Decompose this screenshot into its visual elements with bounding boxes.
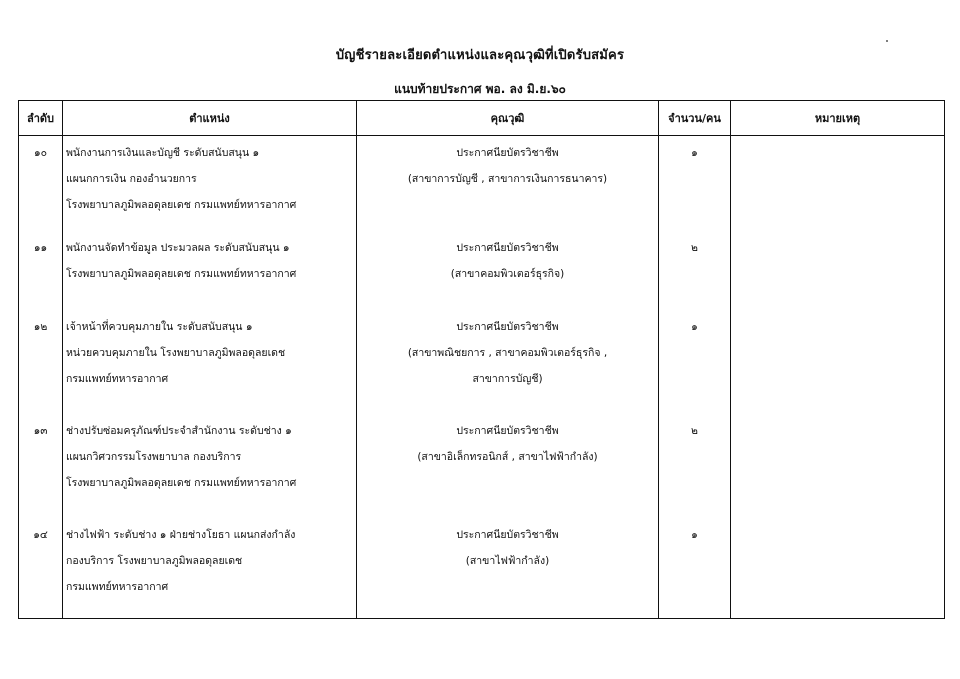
qualification-line: ประกาศนียบัตรวิชาชีพ — [456, 320, 559, 333]
row-qualification — [357, 314, 659, 418]
row-remark — [731, 522, 945, 619]
qualification-line: ประกาศนียบัตรวิชาชีพ — [456, 424, 559, 437]
row-remark — [731, 136, 945, 235]
row-position — [63, 418, 357, 522]
row-position — [63, 314, 357, 418]
table-row — [19, 314, 945, 418]
position-line: เจ้าหน้าที่ควบคุมภายใน ระดับสนับสนุน ๑ — [66, 320, 253, 333]
table-header-row — [19, 101, 945, 136]
position-line: แผนกการเงิน กองอำนวยการ — [66, 173, 197, 185]
row-quantity: ๒ — [659, 418, 731, 522]
position-line: โรงพยาบาลภูมิพลอดุลยเดช กรมแพทย์ทหารอากาศ — [66, 199, 297, 211]
qualification-line: (สาขาคอมพิวเตอร์ธุรกิจ) — [450, 267, 565, 280]
header-quantity: จำนวน/คน — [659, 101, 731, 136]
position-line: โรงพยาบาลภูมิพลอดุลยเดช กรมแพทย์ทหารอากาศ — [66, 267, 297, 280]
row-qualification — [357, 235, 659, 314]
position-line: โรงพยาบาลภูมิพลอดุลยเดช กรมแพทย์ทหารอากาศ — [66, 476, 297, 489]
position-line: ช่างปรับซ่อมครุภัณฑ์ประจำสำนักงาน ระดับช่าง ๑ — [66, 424, 292, 437]
qualification-line: (สาขาอิเล็กทรอนิกส์ , สาขาไฟฟ้ากำลัง) — [417, 450, 598, 463]
row-remark — [731, 314, 945, 418]
position-line: ช่างไฟฟ้า ระดับช่าง ๑ ฝ่ายช่างโยธา แผนกส่งกำลัง — [66, 528, 296, 541]
document-subtitle: แนบท้ายประกาศ พอ. ลง มิ.ย.๖๐ — [394, 82, 566, 96]
row-no: ๑๒ — [19, 314, 63, 418]
document-title: บัญชีรายละเอียดตำแหน่งและคุณวุฒิที่เปิดรับสมัคร — [335, 48, 625, 63]
row-qualification — [357, 136, 659, 235]
header-no: ลำดับ — [19, 101, 63, 136]
row-qualification — [357, 522, 659, 619]
row-remark — [731, 235, 945, 314]
row-position — [63, 136, 357, 235]
position-line: กรมแพทย์ทหารอากาศ — [66, 372, 169, 385]
row-quantity: ๑ — [659, 522, 731, 619]
positions-table — [18, 100, 945, 619]
row-quantity: ๒ — [659, 235, 731, 314]
header-qualification: คุณวุฒิ — [357, 101, 659, 136]
qualification-line: ประกาศนียบัตรวิชาชีพ — [456, 241, 559, 254]
table-row — [19, 418, 945, 522]
qualification-line: สาขาการบัญชี) — [472, 372, 543, 385]
header-position: ตำแหน่ง — [63, 101, 357, 136]
table-row — [19, 136, 945, 235]
position-line: พนักงานจัดทำข้อมูล ประมวลผล ระดับสนับสนุน ๑ — [66, 241, 290, 254]
scan-speck — [886, 40, 888, 42]
qualification-line: (สาขาการบัญชี , สาขาการเงินการธนาคาร) — [407, 173, 608, 185]
row-no: ๑๔ — [19, 522, 63, 619]
row-position — [63, 522, 357, 619]
qualification-line: (สาขาพณิชยการ , สาขาคอมพิวเตอร์ธุรกิจ , — [407, 346, 608, 359]
table-row — [19, 522, 945, 619]
qualification-line: (สาขาไฟฟ้ากำลัง) — [465, 554, 550, 567]
qualification-line: ประกาศนียบัตรวิชาชีพ — [456, 147, 559, 159]
row-quantity: ๑ — [659, 136, 731, 235]
header-remark: หมายเหตุ — [731, 101, 945, 136]
row-no: ๑๑ — [19, 235, 63, 314]
qualification-line: ประกาศนียบัตรวิชาชีพ — [456, 528, 559, 541]
position-line: แผนกวิศวกรรมโรงพยาบาล กองบริการ — [66, 450, 242, 463]
position-line: กรมแพทย์ทหารอากาศ — [66, 580, 169, 593]
position-line: พนักงานการเงินและบัญชี ระดับสนับสนุน ๑ — [66, 147, 260, 159]
row-remark — [731, 418, 945, 522]
row-no: ๑๓ — [19, 418, 63, 522]
position-line: กองบริการ โรงพยาบาลภูมิพลอดุลยเดช — [66, 554, 243, 567]
row-qualification — [357, 418, 659, 522]
row-quantity: ๑ — [659, 314, 731, 418]
table-row — [19, 235, 945, 314]
row-no: ๑๐ — [19, 136, 63, 235]
position-line: หน่วยควบคุมภายใน โรงพยาบาลภูมิพลอดุลยเดช — [66, 346, 286, 359]
row-position — [63, 235, 357, 314]
